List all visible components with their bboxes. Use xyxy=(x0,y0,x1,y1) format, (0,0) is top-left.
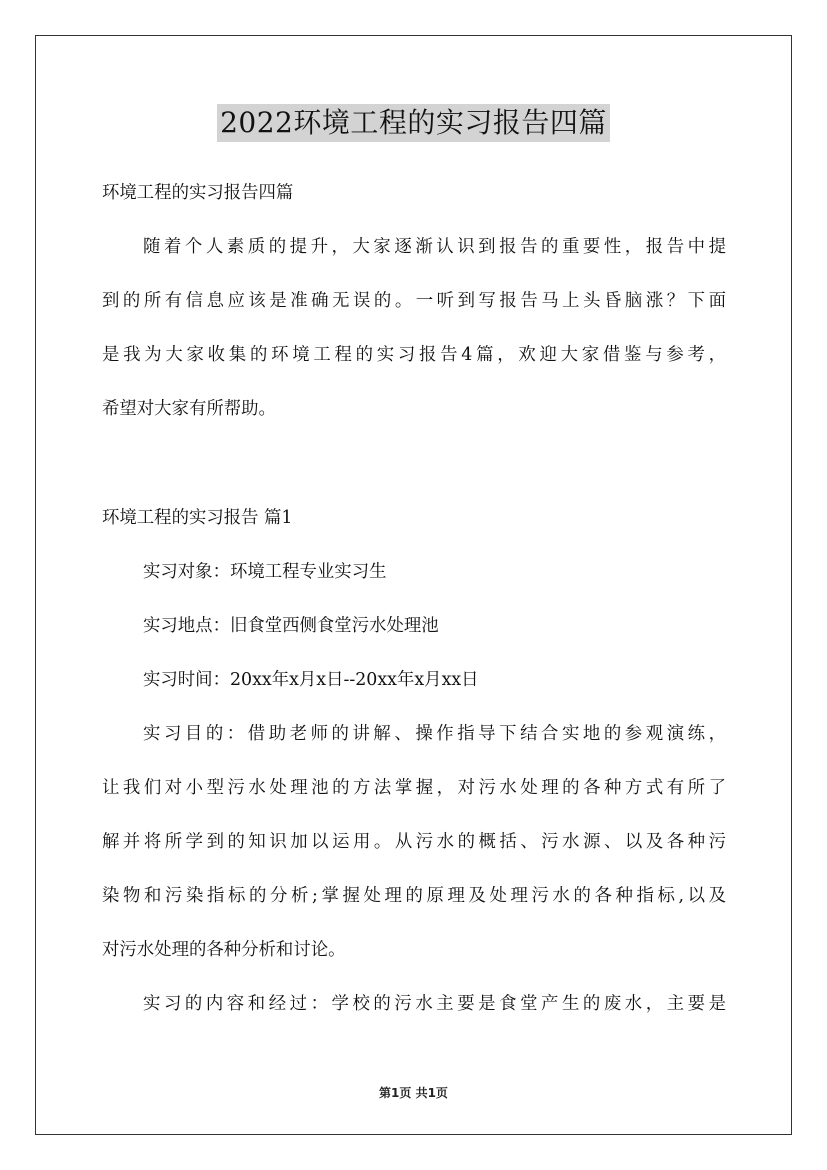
intro-line-2: 到的所有信息应该是准确无误的。一听到写报告马上头昏脑涨？下面 xyxy=(102,291,726,311)
content-line-1: 实习的内容和经过：学校的污水主要是食堂产生的废水，主要是 xyxy=(143,994,726,1014)
intro-line-1: 随着个人素质的提升，大家逐渐认识到报告的重要性，报告中提 xyxy=(143,237,726,257)
purpose-line-3: 解并将所学到的知识加以运用。从污水的概括、污水源、以及各种污 xyxy=(102,832,726,852)
section-1-heading: 环境工程的实习报告 篇1 xyxy=(102,508,293,528)
internship-time: 实习时间：20xx年x月x日--20xx年x月xx日 xyxy=(143,670,479,690)
internship-object: 实习对象：环境工程专业实习生 xyxy=(143,562,387,582)
purpose-line-4: 染物和污染指标的分析;掌握处理的原理及处理污水的各种指标,以及 xyxy=(102,886,726,906)
intro-line-3: 是我为大家收集的环境工程的实习报告4篇，欢迎大家借鉴与参考， xyxy=(102,345,726,365)
internship-location: 实习地点：旧食堂西侧食堂污水处理池 xyxy=(143,616,439,636)
page-number: 第1页 共1页 xyxy=(379,1086,448,1100)
purpose-line-1: 实习目的：借助老师的讲解、操作指导下结合实地的参观演练， xyxy=(143,724,726,744)
intro-heading: 环境工程的实习报告四篇 xyxy=(102,183,294,203)
intro-line-4: 希望对大家有所帮助。 xyxy=(102,399,276,419)
document-title: 2022环境工程的实习报告四篇 xyxy=(217,104,610,142)
purpose-line-2: 让我们对小型污水处理池的方法掌握，对污水处理的各种方式有所了 xyxy=(102,778,726,798)
title-block xyxy=(0,104,827,142)
purpose-line-5: 对污水处理的各种分析和讨论。 xyxy=(102,940,346,960)
